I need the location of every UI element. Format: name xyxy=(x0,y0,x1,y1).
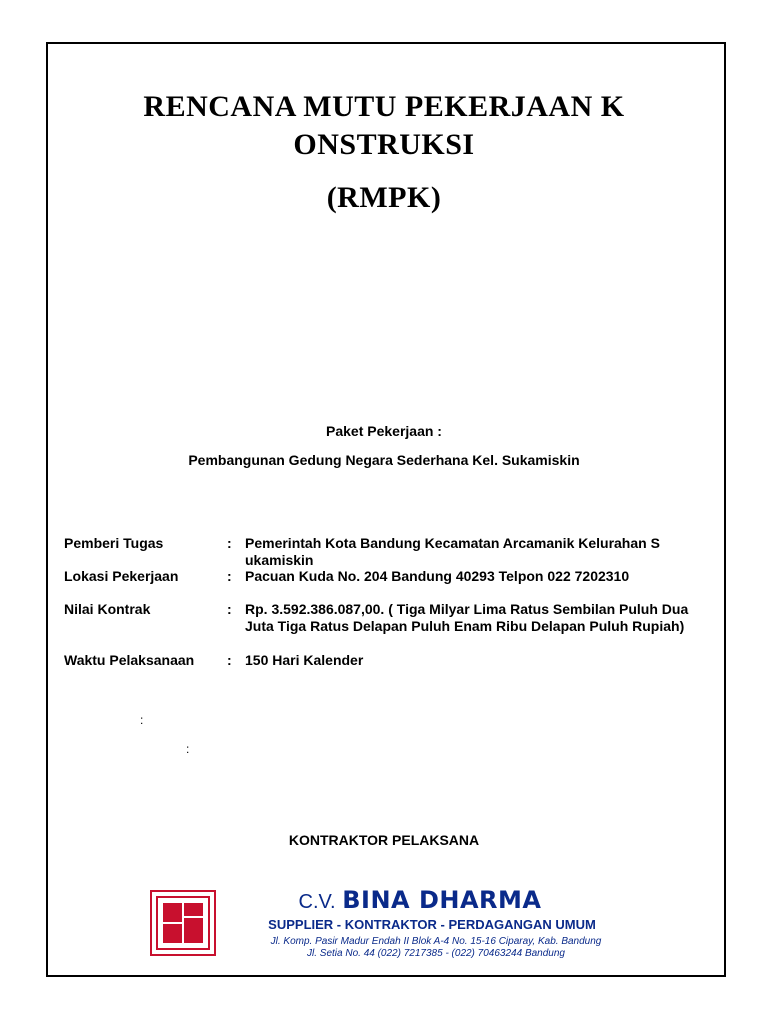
info-value: Pemerintah Kota Bandung Kecamatan Arcamanik Kelurahan S ukamiskin xyxy=(245,535,660,568)
info-separator: : xyxy=(227,535,232,551)
info-separator: : xyxy=(227,601,232,617)
company-name xyxy=(36,886,768,915)
paket-value: Pembangunan Gedung Negara Sederhana Kel. Sukamiskin xyxy=(188,452,580,468)
stray-colon: : xyxy=(140,713,144,727)
info-label: Nilai Kontrak xyxy=(64,601,151,617)
info-label: Waktu Pelaksanaan xyxy=(64,652,195,668)
info-value: Rp. 3.592.386.087,00. ( Tiga Milyar Lima Ratus Sembilan Puluh Dua Juta Tiga Ratus Delapan Puluh Enam Ribu Delapan Puluh Rupiah) xyxy=(245,601,689,634)
info-label: Pemberi Tugas xyxy=(64,535,164,551)
info-value: Pacuan Kuda No. 204 Bandung 40293 Telpon 022 7202310 xyxy=(245,568,630,584)
info-label: Lokasi Pekerjaan xyxy=(64,568,179,584)
stray-colon: : xyxy=(186,742,190,756)
company-address-line-1: Jl. Komp. Pasir Madur Endah II Blok A-4 No. 15-16 Ciparay, Kab. Bandung xyxy=(270,936,602,947)
contractor-heading: KONTRAKTOR PELAKSANA xyxy=(288,832,480,848)
info-value: 150 Hari Kalender xyxy=(245,652,364,668)
info-row-nilai-kontrak xyxy=(64,601,714,652)
info-row-lokasi-pekerjaan xyxy=(64,568,714,585)
document-title-line-2: ONSTRUKSI xyxy=(293,128,475,161)
document-title-line-1: RENCANA MUTU PEKERJAAN K xyxy=(143,90,625,123)
paket-label: Paket Pekerjaan : xyxy=(326,423,442,439)
info-separator: : xyxy=(227,652,232,668)
company-tagline: SUPPLIER - KONTRAKTOR - PERDAGANGAN UMUM xyxy=(268,917,596,932)
document-title-abbrev: (RMPK) xyxy=(326,181,442,214)
info-row-waktu-pelaksanaan xyxy=(64,652,714,669)
company-address-line-2: Jl. Setia No. 44 (022) 7217385 - (022) 70463244 Bandung xyxy=(307,948,565,959)
company-prefix: C.V. xyxy=(298,891,336,913)
company-name-text: BINA DHARMA xyxy=(342,886,542,914)
info-row-pemberi-tugas xyxy=(64,535,714,569)
info-separator: : xyxy=(227,568,232,584)
